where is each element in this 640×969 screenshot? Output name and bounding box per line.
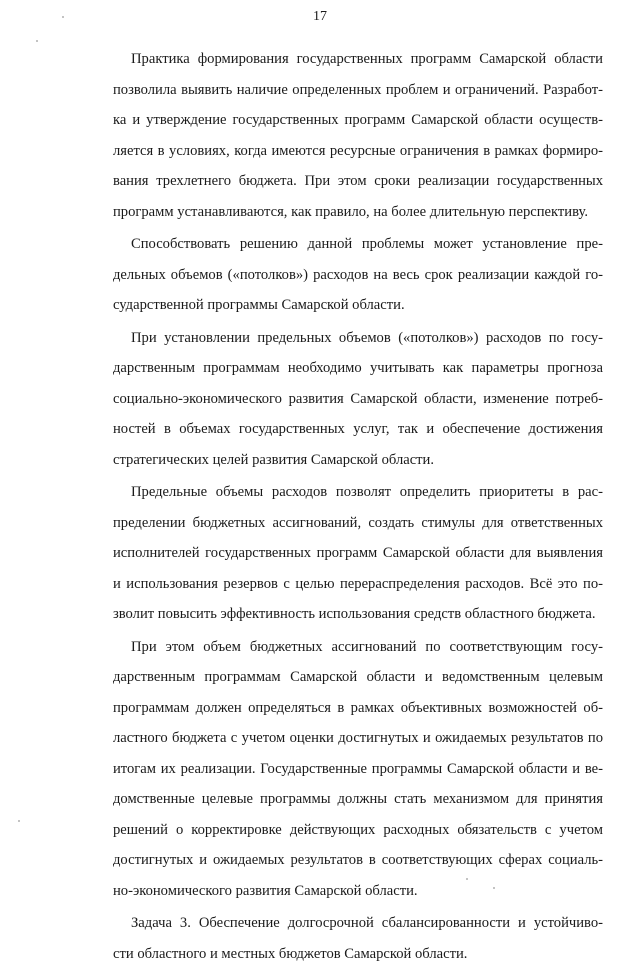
text-line: Задача 3. Обеспечение долгосрочной сбалансированности и устойчиво-	[113, 908, 603, 939]
scan-speck	[62, 16, 64, 18]
text-line: но-экономического развития Самарской области.	[113, 876, 603, 907]
scan-speck	[36, 40, 38, 42]
text-line: решений о корректировке действующих расходных обязательств с учетом	[113, 815, 603, 846]
paragraph	[113, 323, 603, 476]
text-line: пределении бюджетных ассигнований, создать стимулы для ответственных	[113, 508, 603, 539]
text-line: дарственным программам необходимо учитывать как параметры прогноза	[113, 353, 603, 384]
scan-speck	[18, 820, 20, 822]
page-number: 17	[0, 8, 640, 26]
paragraph	[113, 632, 603, 907]
text-line: исполнителей государственных программ Самарской области для выявления	[113, 538, 603, 569]
text-line: позволила выявить наличие определенных проблем и ограничений. Разработ-	[113, 75, 603, 106]
text-line: Предельные объемы расходов позволят определить приоритеты в рас-	[113, 477, 603, 508]
text-line: При этом объем бюджетных ассигнований по соответствующим госу-	[113, 632, 603, 663]
text-line: сти областного и местных бюджетов Самарской области.	[113, 939, 603, 969]
paragraph	[113, 44, 603, 227]
text-line: ляется в условиях, когда имеются ресурсные ограничения в рамках формиро-	[113, 136, 603, 167]
text-line: Практика формирования государственных программ Самарской области	[113, 44, 603, 75]
text-line: При установлении предельных объемов («потолков») расходов по госу-	[113, 323, 603, 354]
text-line: вания трехлетнего бюджета. При этом сроки реализации государственных	[113, 166, 603, 197]
text-line: и использования резервов с целью перераспределения расходов. Всё это по-	[113, 569, 603, 600]
text-line: ластного бюджета с учетом оценки достигнутых и ожидаемых результатов по	[113, 723, 603, 754]
text-line: Способствовать решению данной проблемы может установление пре-	[113, 229, 603, 260]
text-line: достигнутых и ожидаемых результатов в соответствующих сферах социаль-	[113, 845, 603, 876]
text-line: ка и утверждение государственных программ Самарской области осуществ-	[113, 105, 603, 136]
text-line: зволит повысить эффективность использования средств областного бюджета.	[113, 599, 603, 630]
scan-speck	[466, 878, 468, 880]
text-line: программам должен определяться в рамках объективных возможностей об-	[113, 693, 603, 724]
paragraph	[113, 477, 603, 630]
text-line: программ устанавливаются, как правило, на более длительную перспективу.	[113, 197, 603, 228]
text-line: сударственной программы Самарской области.	[113, 290, 603, 321]
text-line: социально-экономического развития Самарской области, изменение потреб-	[113, 384, 603, 415]
scan-speck	[493, 887, 495, 889]
paragraph	[113, 908, 603, 969]
text-line: ностей в объемах государственных услуг, так и обеспечение достижения	[113, 414, 603, 445]
paragraph	[113, 229, 603, 321]
text-line: стратегических целей развития Самарской области.	[113, 445, 603, 476]
text-line: дарственным программам Самарской области и ведомственным целевым	[113, 662, 603, 693]
text-line: итогам их реализации. Государственные программы Самарской области и ве-	[113, 754, 603, 785]
text-line: дельных объемов («потолков») расходов на весь срок реализации каждой го-	[113, 260, 603, 291]
document-body	[113, 44, 603, 969]
text-line: домственные целевые программы должны стать механизмом для принятия	[113, 784, 603, 815]
